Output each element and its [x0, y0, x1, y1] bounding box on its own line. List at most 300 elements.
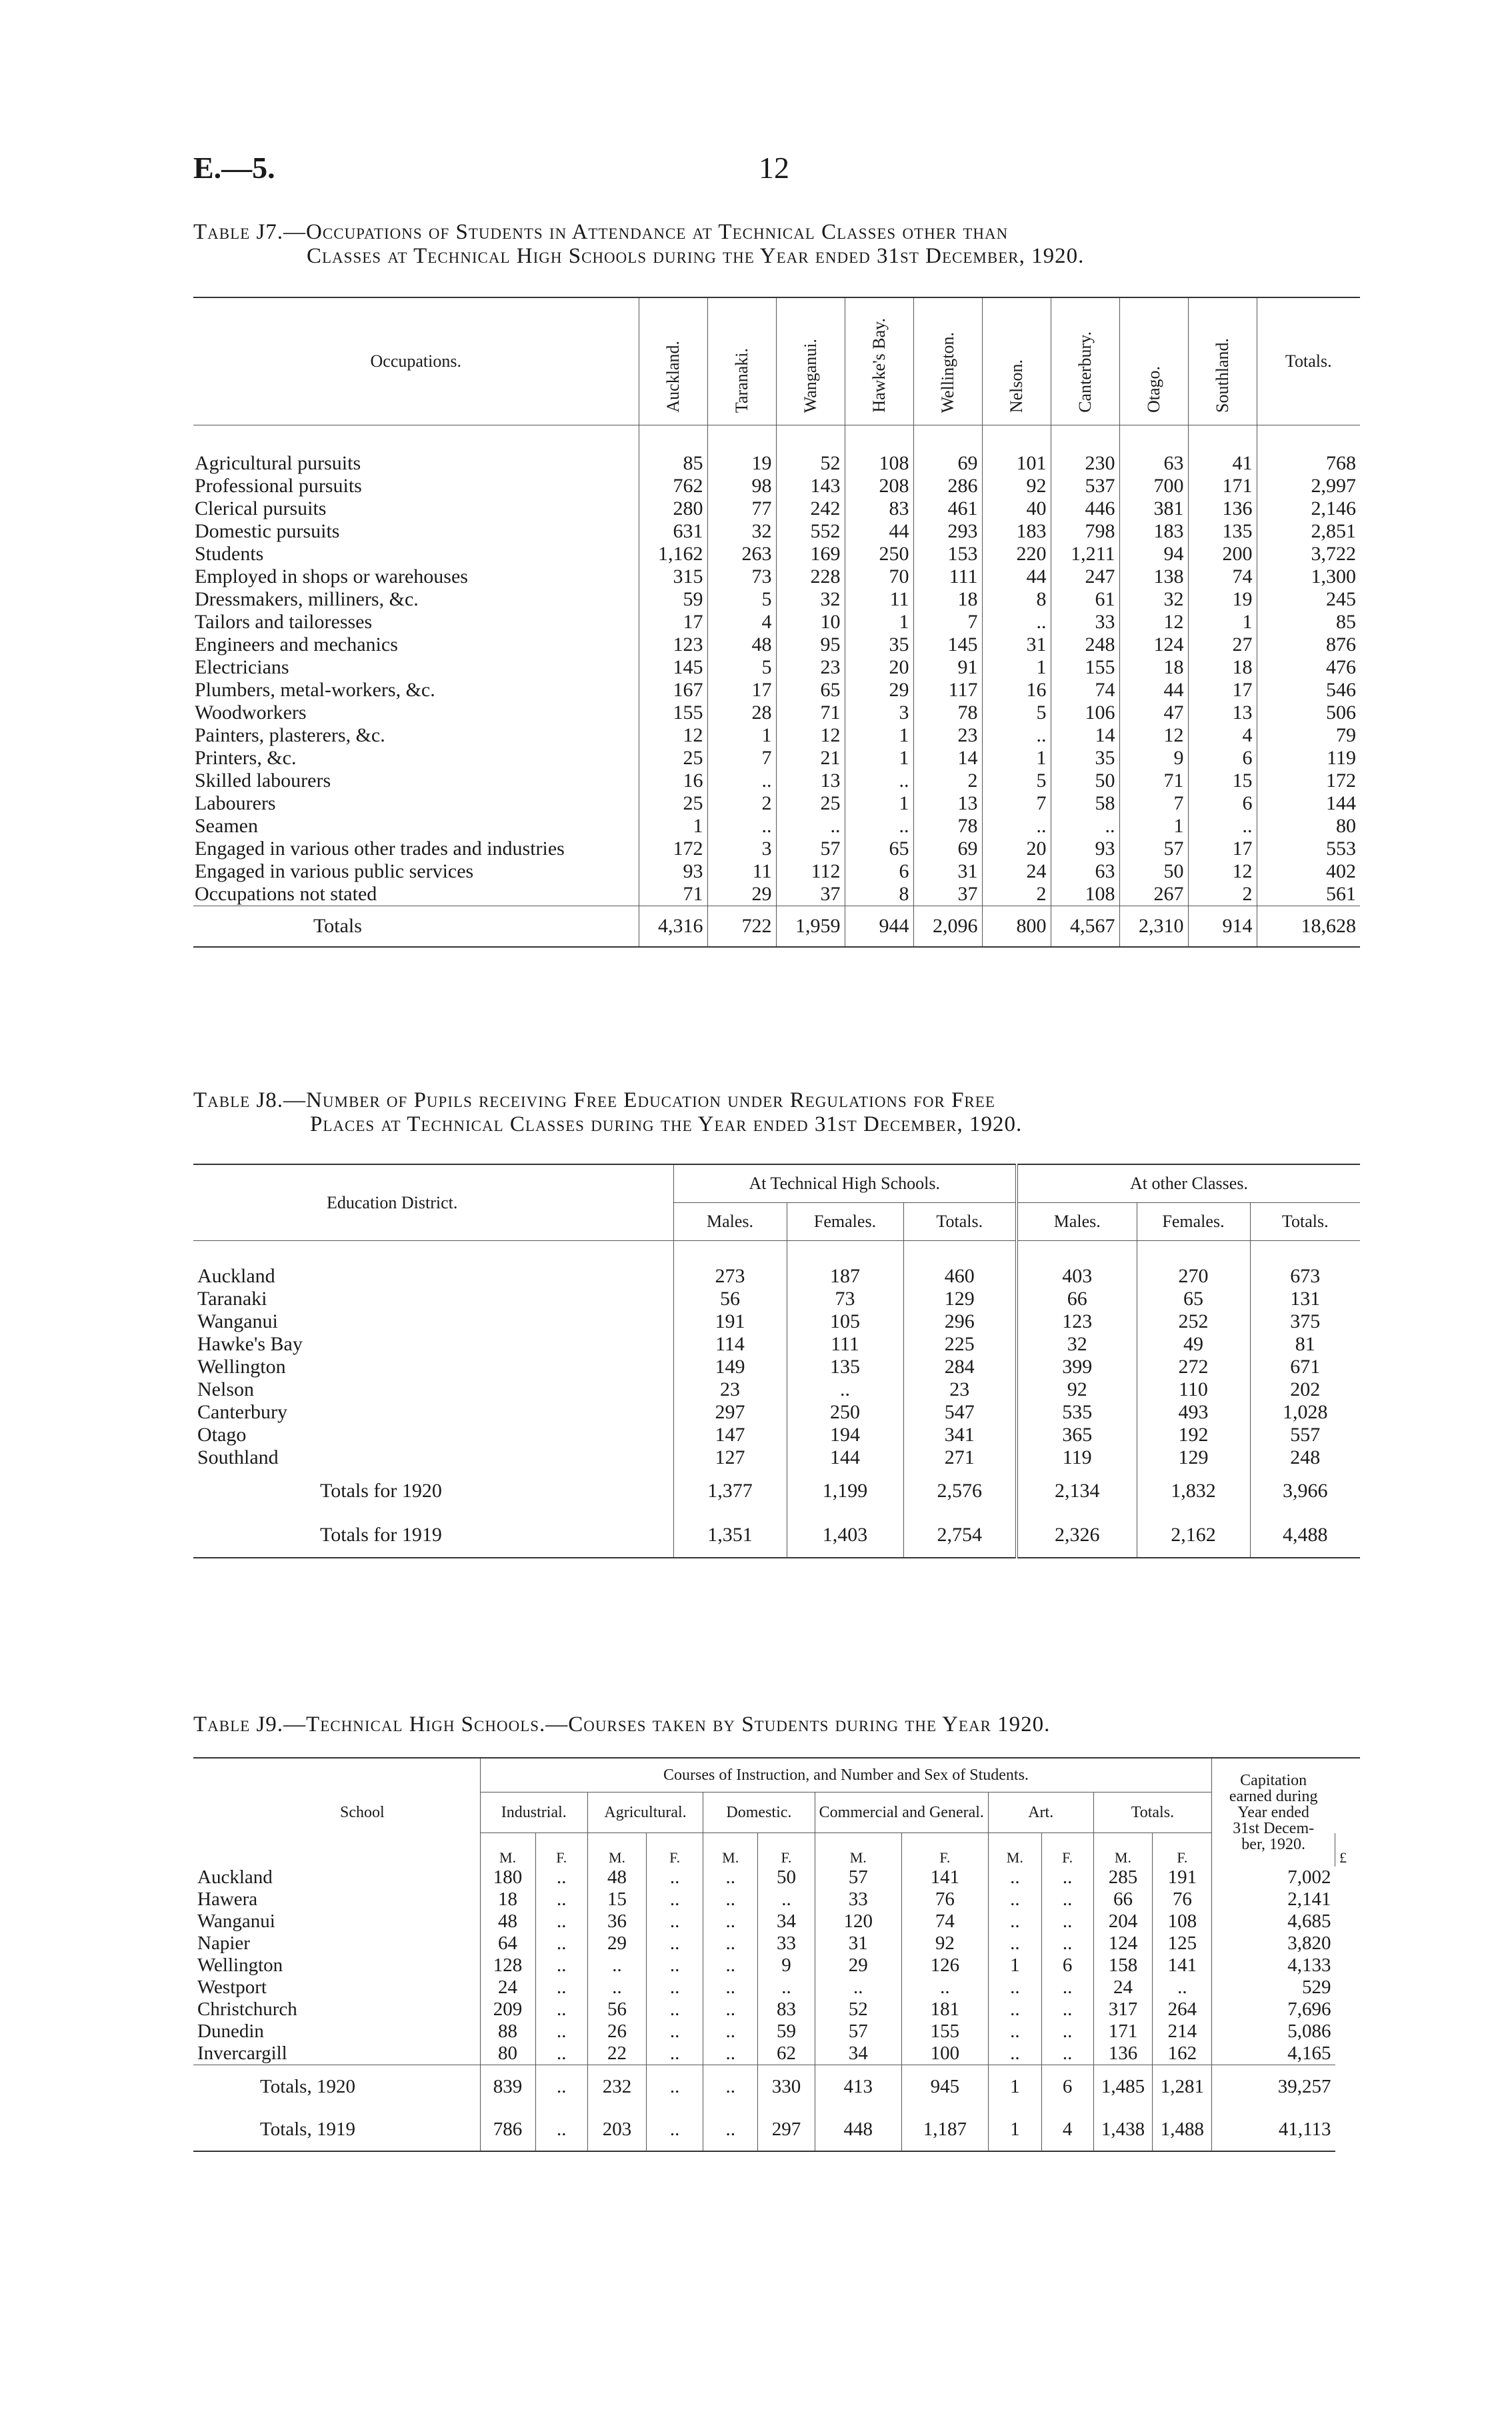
- table-cell: 79: [1257, 724, 1360, 747]
- table-cell: 192: [1137, 1424, 1250, 1446]
- table-cell: 546: [1257, 679, 1360, 702]
- table-cell: 85: [1257, 611, 1360, 634]
- district-header-text: Otago.: [1143, 365, 1163, 413]
- table-cell: 136: [1188, 497, 1257, 520]
- row-label-text: Canterbury: [197, 1401, 287, 1423]
- table-row: [193, 611, 1360, 634]
- district-header-text: Southland.: [1212, 338, 1232, 413]
- capitation-header-line: earned during: [1229, 1788, 1318, 1805]
- table-cell: 41,113: [1212, 2108, 1335, 2151]
- table-cell: 839: [480, 2065, 535, 2109]
- district-header: [1119, 297, 1188, 425]
- table-cell: ..: [535, 1977, 587, 1999]
- table-cell: 17: [639, 611, 707, 634]
- table-cell: 52: [815, 1999, 901, 2021]
- table-cell: 722: [707, 906, 776, 948]
- table-cell: 1: [982, 656, 1051, 679]
- table-cell: ..: [647, 2021, 703, 2043]
- table-cell: 48: [587, 1867, 646, 1889]
- table-cell: 83: [845, 497, 913, 520]
- table-row: [193, 2021, 1360, 2043]
- table-cell: 123: [639, 634, 707, 656]
- table-cell: 208: [845, 475, 913, 497]
- table-cell: 700: [1119, 475, 1188, 497]
- course-header: Industrial.: [480, 1792, 587, 1833]
- course-header: Art.: [988, 1792, 1093, 1833]
- table-cell: 162: [1153, 2043, 1212, 2065]
- table-cell: 81: [1250, 1333, 1360, 1356]
- table-cell: 92: [1017, 1378, 1137, 1401]
- table-cell: 74: [1051, 679, 1119, 702]
- column-header: Females.: [1137, 1203, 1250, 1241]
- table-cell: 57: [815, 2021, 901, 2043]
- table-cell: 31: [913, 860, 982, 883]
- table-row: [193, 883, 1360, 906]
- table-cell: 183: [1119, 520, 1188, 543]
- table-cell: 59: [639, 588, 707, 611]
- page-reference: E.—5.: [193, 151, 275, 185]
- table-j8-title: [193, 1088, 1360, 1136]
- table-cell: ..: [535, 1911, 587, 1933]
- table-cell: 1: [982, 747, 1051, 770]
- table-cell: 1,300: [1257, 565, 1360, 588]
- table-cell: 460: [903, 1241, 1017, 1288]
- table-cell: 7: [913, 611, 982, 634]
- table-cell: 4,316: [639, 906, 707, 948]
- table-row: [193, 1955, 1360, 1977]
- table-cell: 13: [776, 770, 845, 792]
- table-cell: 25: [776, 792, 845, 815]
- table-cell: ..: [535, 1889, 587, 1911]
- table-cell: ..: [587, 1977, 646, 1999]
- male-header: M.: [815, 1833, 901, 1867]
- table-cell: 6: [1188, 792, 1257, 815]
- table-cell: 181: [901, 1999, 988, 2021]
- table-row: [193, 1889, 1360, 1911]
- table-cell: 2,576: [903, 1469, 1017, 1513]
- row-label-text: Seamen: [195, 815, 258, 837]
- table-cell: 9: [758, 1955, 815, 1977]
- table-cell: ..: [647, 2065, 703, 2109]
- table-cell: 126: [901, 1955, 988, 1977]
- table-cell: 8: [845, 883, 913, 906]
- table-cell: ..: [703, 2065, 758, 2109]
- table-cell: 124: [1093, 1933, 1153, 1955]
- table-cell: 127: [673, 1446, 787, 1469]
- row-label: [193, 1911, 480, 1933]
- table-cell: ..: [647, 2108, 703, 2151]
- table-cell: ..: [982, 611, 1051, 634]
- table-cell: 2: [982, 883, 1051, 906]
- table-cell: ..: [845, 815, 913, 838]
- table-cell: 183: [982, 520, 1051, 543]
- table-cell: 88: [480, 2021, 535, 2043]
- table-cell: 381: [1119, 497, 1188, 520]
- row-label: [193, 634, 639, 656]
- row-label: [193, 1333, 673, 1356]
- table-cell: 33: [1051, 611, 1119, 634]
- table-cell: 1,485: [1093, 2065, 1153, 2109]
- table-cell: 2,146: [1257, 497, 1360, 520]
- row-label-text: Totals: [313, 915, 362, 937]
- table-cell: 1: [988, 2108, 1041, 2151]
- table-cell: 403: [1017, 1241, 1137, 1288]
- capitation-header-line: 31st Decem-: [1233, 1820, 1315, 1837]
- table-cell: ..: [988, 1911, 1041, 1933]
- table-cell: ..: [776, 815, 845, 838]
- table-cell: ..: [1188, 815, 1257, 838]
- table-cell: 413: [815, 2065, 901, 2109]
- table-cell: 2,310: [1119, 906, 1188, 948]
- table-cell: 17: [1188, 679, 1257, 702]
- district-header: [776, 297, 845, 425]
- table-cell: 153: [913, 543, 982, 565]
- district-header-text: Taranaki.: [731, 347, 751, 413]
- table-cell: ..: [1041, 1999, 1093, 2021]
- table-cell: 23: [903, 1378, 1017, 1401]
- table-cell: 768: [1257, 425, 1360, 475]
- table-cell: 5: [707, 656, 776, 679]
- table-cell: 200: [1188, 543, 1257, 565]
- table-cell: 8: [982, 588, 1051, 611]
- capitation-header-line: ber, 1920.: [1241, 1836, 1305, 1853]
- table-cell: ..: [703, 1955, 758, 1977]
- table-cell: 24: [982, 860, 1051, 883]
- table-cell: 202: [1250, 1378, 1360, 1401]
- table-cell: 4: [1188, 724, 1257, 747]
- table-cell: 44: [982, 565, 1051, 588]
- table-row: [193, 1378, 1360, 1401]
- table-row: [193, 792, 1360, 815]
- table-j7-header-row: [193, 297, 1360, 425]
- table-cell: 71: [1119, 770, 1188, 792]
- table-cell: 138: [1119, 565, 1188, 588]
- row-label: [193, 792, 639, 815]
- row-label: [193, 1356, 673, 1378]
- row-label-text: Southland: [197, 1446, 279, 1468]
- table-cell: 1: [707, 724, 776, 747]
- table-row: [193, 565, 1360, 588]
- table-cell: ..: [988, 2021, 1041, 2043]
- table-cell: 31: [982, 634, 1051, 656]
- district-header-text: Canterbury.: [1075, 331, 1095, 413]
- table-cell: 47: [1119, 702, 1188, 724]
- table-cell: 147: [673, 1424, 787, 1446]
- table-cell: 32: [1017, 1333, 1137, 1356]
- table-cell: 33: [758, 1933, 815, 1955]
- table-cell: 876: [1257, 634, 1360, 656]
- table-row: [193, 679, 1360, 702]
- row-label-text: Hawke's Bay: [197, 1333, 303, 1355]
- table-cell: 2,096: [913, 906, 982, 948]
- row-label: [193, 2065, 480, 2109]
- row-label: [193, 475, 639, 497]
- row-label-text: Napier: [197, 1933, 250, 1954]
- table-cell: 85: [639, 425, 707, 475]
- table-cell: 29: [707, 883, 776, 906]
- table-j7: [193, 297, 1360, 948]
- table-cell: 13: [1188, 702, 1257, 724]
- table-cell: 35: [845, 634, 913, 656]
- table-cell: 13: [913, 792, 982, 815]
- table-cell: 194: [787, 1424, 903, 1446]
- table-cell: 191: [1153, 1867, 1212, 1889]
- row-label-text: Labourers: [195, 792, 276, 814]
- row-label: [193, 815, 639, 838]
- table-cell: 446: [1051, 497, 1119, 520]
- row-label: [193, 679, 639, 702]
- male-header: M.: [703, 1833, 758, 1867]
- table-j7-title-line2: Classes at Technical High Schools during the Year ended 31st December, 1920.: [307, 244, 1085, 268]
- table-cell: 136: [1093, 2043, 1153, 2065]
- district-header-text: Nelson.: [1006, 359, 1026, 413]
- table-cell: 1,199: [787, 1469, 903, 1513]
- table-cell: 129: [903, 1288, 1017, 1310]
- table-cell: 317: [1093, 1999, 1153, 2021]
- table-cell: 297: [758, 2108, 815, 2151]
- currency-header: £: [1335, 1833, 1361, 1867]
- table-row: [193, 1288, 1360, 1310]
- table-cell: 1,959: [776, 906, 845, 948]
- row-label: [193, 838, 639, 860]
- table-cell: 1,438: [1093, 2108, 1153, 2151]
- district-header: [982, 297, 1051, 425]
- table-cell: 2,851: [1257, 520, 1360, 543]
- table-cell: 6: [1041, 1955, 1093, 1977]
- table-cell: ..: [1051, 815, 1119, 838]
- table-cell: 14: [1051, 724, 1119, 747]
- table-cell: 448: [815, 2108, 901, 2151]
- table-cell: 2: [913, 770, 982, 792]
- table-cell: 557: [1250, 1424, 1360, 1446]
- table-cell: 399: [1017, 1356, 1137, 1378]
- table-cell: 2,326: [1017, 1513, 1137, 1558]
- table-cell: 32: [776, 588, 845, 611]
- table-cell: 23: [673, 1378, 787, 1401]
- row-label-text: Auckland: [197, 1867, 273, 1888]
- row-label-text: Dressmakers, milliners, &c.: [195, 588, 419, 610]
- table-cell: 123: [1017, 1310, 1137, 1333]
- capitation-header: [1212, 1758, 1335, 1867]
- table-cell: 11: [707, 860, 776, 883]
- row-label-text: Tailors and tailoresses: [195, 611, 373, 633]
- table-cell: 15: [587, 1889, 646, 1911]
- table-cell: 169: [776, 543, 845, 565]
- district-header-text: Wanganui.: [800, 338, 820, 413]
- table-cell: 232: [587, 2065, 646, 2109]
- table-cell: 74: [1188, 565, 1257, 588]
- male-header: M.: [1093, 1833, 1153, 1867]
- table-cell: 50: [1119, 860, 1188, 883]
- district-header: [707, 297, 776, 425]
- table-cell: 155: [901, 2021, 988, 2043]
- table-cell: 3,722: [1257, 543, 1360, 565]
- table-cell: 69: [913, 425, 982, 475]
- table-cell: 98: [707, 475, 776, 497]
- table-cell: 27: [1188, 634, 1257, 656]
- row-label-text: Engaged in various public services: [195, 860, 474, 882]
- table-row: [193, 860, 1360, 883]
- table-cell: 114: [673, 1333, 787, 1356]
- row-label: [193, 1378, 673, 1401]
- row-label-text: Totals, 1919: [260, 2118, 355, 2140]
- table-cell: 158: [1093, 1955, 1153, 1977]
- table-row: [193, 1933, 1360, 1955]
- page-number: 12: [759, 151, 789, 185]
- table-cell: ..: [535, 2065, 587, 2109]
- table-row: [193, 770, 1360, 792]
- row-label-text: Christchurch: [197, 1999, 297, 2020]
- table-cell: ..: [901, 1977, 988, 1999]
- table-cell: 110: [1137, 1378, 1250, 1401]
- row-label-text: Employed in shops or warehouses: [195, 565, 468, 587]
- table-j7-title-line1: Table J7.—Occupations of Students in Attendance at Technical Classes other than: [193, 220, 1009, 244]
- table-cell: 65: [1137, 1288, 1250, 1310]
- female-header: F.: [1153, 1833, 1212, 1867]
- row-label: [193, 2108, 480, 2151]
- table-cell: 61: [1051, 588, 1119, 611]
- table-j8-title-line1: Table J8.—Number of Pupils receiving Free Education under Regulations for Free: [193, 1088, 995, 1112]
- table-cell: 80: [480, 2043, 535, 2065]
- table-cell: ..: [815, 1977, 901, 1999]
- technical-high-schools-header: At Technical High Schools.: [673, 1164, 1017, 1203]
- table-cell: 111: [913, 565, 982, 588]
- table-cell: 786: [480, 2108, 535, 2151]
- table-cell: 29: [815, 1955, 901, 1977]
- table-cell: 44: [1119, 679, 1188, 702]
- row-label: [193, 425, 639, 475]
- table-cell: 330: [758, 2065, 815, 2109]
- table-cell: 673: [1250, 1241, 1360, 1288]
- table-j7-title: [193, 220, 1360, 268]
- table-cell: ..: [988, 2043, 1041, 2065]
- table-row: [193, 1867, 1360, 1889]
- table-cell: 145: [913, 634, 982, 656]
- table-cell: 12: [1119, 611, 1188, 634]
- column-header: Females.: [787, 1203, 903, 1241]
- table-cell: 119: [1257, 747, 1360, 770]
- table-cell: 944: [845, 906, 913, 948]
- table-cell: 32: [707, 520, 776, 543]
- table-cell: ..: [535, 1867, 587, 1889]
- table-cell: 285: [1093, 1867, 1153, 1889]
- table-cell: ..: [1041, 2043, 1093, 2065]
- table-cell: 35: [1051, 747, 1119, 770]
- table-cell: 4,488: [1250, 1513, 1360, 1558]
- table-cell: 17: [1188, 838, 1257, 860]
- table-cell: ..: [787, 1378, 903, 1401]
- row-label-text: Invercargill: [197, 2043, 287, 2064]
- table-cell: 1,377: [673, 1469, 787, 1513]
- row-label: [193, 2021, 480, 2043]
- table-cell: ..: [703, 1977, 758, 1999]
- female-header: F.: [758, 1833, 815, 1867]
- table-cell: 6: [1041, 2065, 1093, 2109]
- table-cell: 552: [776, 520, 845, 543]
- table-cell: 111: [787, 1333, 903, 1356]
- table-cell: ..: [707, 770, 776, 792]
- row-label: [193, 1977, 480, 1999]
- table-cell: ..: [703, 1889, 758, 1911]
- row-label: [193, 1513, 673, 1558]
- table-cell: 78: [913, 815, 982, 838]
- table-cell: 135: [787, 1356, 903, 1378]
- table-row: [193, 497, 1360, 520]
- table-cell: 73: [707, 565, 776, 588]
- table-cell: ..: [535, 1933, 587, 1955]
- district-header-text: Hawke's Bay.: [869, 318, 889, 413]
- table-cell: 4,165: [1212, 2043, 1335, 2065]
- table-cell: 1,162: [639, 543, 707, 565]
- row-label: [193, 588, 639, 611]
- row-label: [193, 1310, 673, 1333]
- table-cell: 671: [1250, 1356, 1360, 1378]
- female-header: F.: [901, 1833, 988, 1867]
- table-cell: 365: [1017, 1424, 1137, 1446]
- row-label: [193, 747, 639, 770]
- table-cell: 14: [913, 747, 982, 770]
- table-cell: ..: [703, 2021, 758, 2043]
- table-cell: 3,966: [1250, 1469, 1360, 1513]
- row-label: [193, 1469, 673, 1513]
- table-cell: 108: [1051, 883, 1119, 906]
- table-cell: 315: [639, 565, 707, 588]
- row-label-text: Plumbers, metal-workers, &c.: [195, 679, 435, 701]
- table-cell: ..: [703, 2108, 758, 2151]
- table-cell: 1,832: [1137, 1469, 1250, 1513]
- row-label-text: Westport: [197, 1977, 267, 1998]
- table-cell: 280: [639, 497, 707, 520]
- table-cell: 12: [1188, 860, 1257, 883]
- table-cell: ..: [647, 1867, 703, 1889]
- row-label: [193, 1955, 480, 1977]
- district-header-text: Auckland.: [663, 341, 683, 413]
- table-cell: 22: [587, 2043, 646, 2065]
- table-row: [193, 1356, 1360, 1378]
- table-cell: 762: [639, 475, 707, 497]
- table-cell: 167: [639, 679, 707, 702]
- table-cell: 71: [776, 702, 845, 724]
- table-cell: 20: [982, 838, 1051, 860]
- table-row: [193, 425, 1360, 475]
- table-cell: 92: [982, 475, 1051, 497]
- table-cell: 270: [1137, 1241, 1250, 1288]
- table-cell: 4,133: [1212, 1955, 1335, 1977]
- table-row: [193, 543, 1360, 565]
- row-label-text: Totals for 1919: [320, 1524, 442, 1546]
- row-label-text: Clerical pursuits: [195, 497, 327, 519]
- row-label: [193, 611, 639, 634]
- table-cell: 44: [845, 520, 913, 543]
- table-j9: [193, 1757, 1360, 2152]
- table-row: [193, 656, 1360, 679]
- table-cell: 1,488: [1153, 2108, 1212, 2151]
- table-cell: 33: [815, 1889, 901, 1911]
- course-header: Commercial and General.: [815, 1792, 988, 1833]
- table-cell: 76: [1153, 1889, 1212, 1911]
- table-cell: 1: [988, 1955, 1041, 1977]
- table-cell: 2,754: [903, 1513, 1017, 1558]
- row-label: [193, 565, 639, 588]
- table-cell: 92: [901, 1933, 988, 1955]
- table-cell: 561: [1257, 883, 1360, 906]
- table-cell: ..: [982, 724, 1051, 747]
- table-cell: 52: [776, 425, 845, 475]
- course-header: Domestic.: [703, 1792, 815, 1833]
- row-label-text: Wellington: [197, 1356, 286, 1378]
- male-header: M.: [587, 1833, 646, 1867]
- table-cell: 12: [639, 724, 707, 747]
